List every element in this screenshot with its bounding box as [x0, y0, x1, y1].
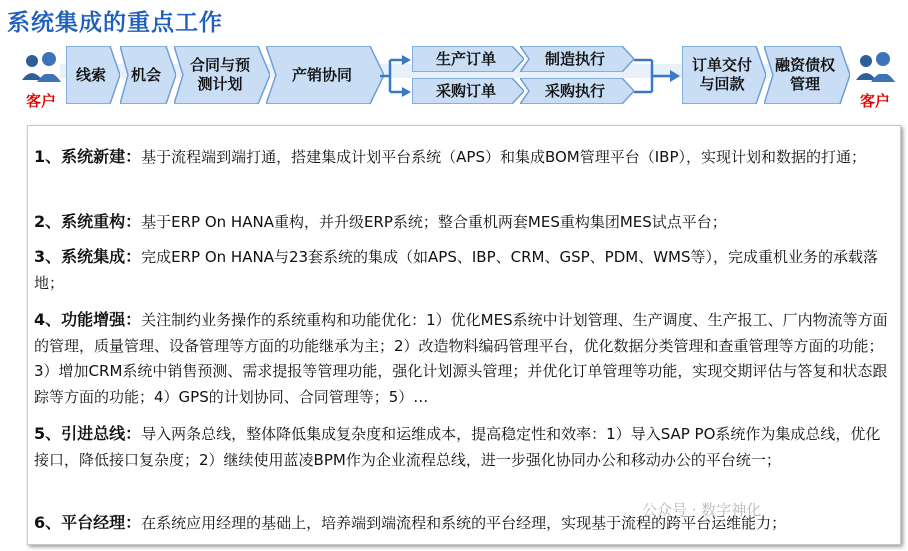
stage-lead: 线索: [66, 46, 116, 104]
list-item-5: 5、引进总线：导入两条总线，整体降低集成复杂度和运维成本，提高稳定性和效率：1）导入SAP PO系统作为集成总线，优化接口，降低接口复杂度；2）继续使用蓝凌BPM作为企业流程总线，进一步强化协同办公和移动办公的平台统一；: [34, 424, 881, 469]
list-item-2: 2、系统重构：基于ERP On HANA重构，并升级ERP系统；整合重机两套MES重构集团MES试点平台；: [34, 212, 727, 231]
customer-label: 客户: [859, 92, 890, 110]
customer-right: [852, 50, 898, 111]
stage-financing-debt: 融资债权 管理: [764, 46, 846, 104]
customer-icon: [19, 50, 63, 88]
page-title: 系统集成的重点工作: [7, 10, 223, 36]
stage-purchase-order: 采购订单: [412, 78, 520, 104]
process-flow: [0, 40, 908, 120]
fork-arrows: [380, 46, 412, 106]
list-item-3: 3、系统集成：完成ERP On HANA与23套系统的集成（如APS、IBP、CRM、GSP、PDM、WMS等），完成重机业务的承载落地；: [34, 247, 878, 292]
stage-production-sales: 产销协同: [266, 46, 378, 104]
stage-contract-forecast: 合同与预 测计划: [174, 46, 266, 104]
list-item-1: 1、系统新建：基于流程端到端打通，搭建集成计划平台系统（APS）和集成BOM管理平台（IBP），实现计划和数据的打通；: [34, 147, 867, 166]
stage-production-order: 生产订单: [412, 46, 520, 72]
list-item-6: 6、平台经理：在系统应用经理的基础上，培养端到端流程和系统的平台经理，实现基于流程的跨平台运维能力；: [34, 513, 787, 532]
customer-label: 客户: [25, 92, 56, 110]
customer-icon: [853, 50, 897, 88]
customer-left: [18, 50, 64, 111]
stage-delivery-payment: 订单交付 与回款: [682, 46, 762, 104]
key-work-panel: [27, 125, 901, 545]
stage-purchase-exec: 采购执行: [520, 78, 630, 104]
stage-opportunity: 机会: [120, 46, 172, 104]
stage-manufacturing-exec: 制造执行: [520, 46, 630, 72]
watermark: 公众号 · 数字神化: [642, 501, 762, 519]
list-item-4: 4、功能增强：关注制约业务操作的系统重构和功能优化：1）优化MES系统中计划管理、生产调度、生产报工、厂内物流等方面的管理，质量管理、设备管理等方面的功能继承为主；2）改造物料编码管理平台，优化数据分类管理和查重管理等方面的功能；3）增加CRM系统中销售预测、需求提报等管理功能，强化计划源头管理；并优化订单管理等功能，实现交期评估与答复和状态跟踪等方面的功能；4）GPS的计划协同、合同管理等；5）…: [34, 310, 888, 406]
merge-arrows: [634, 46, 682, 106]
